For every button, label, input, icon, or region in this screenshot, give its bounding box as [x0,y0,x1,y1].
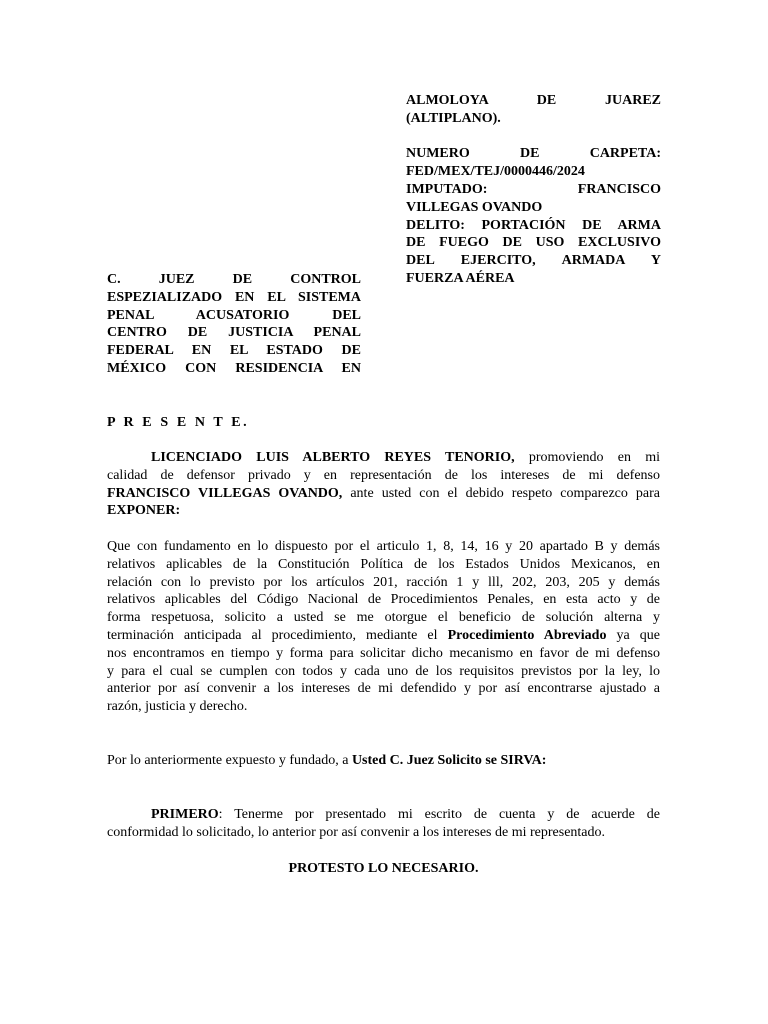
grounds-paragraph [107,538,660,716]
header-line: DELITO: PORTACIÓN DE ARMA [406,217,661,233]
header-line: (ALTIPLANO). [406,110,501,126]
header-line: VILLEGAS OVANDO [406,199,543,215]
addressee-line: CENTRO DE JUSTICIA PENAL [107,325,361,341]
paragraph-line: relativos aplicables del Código Nacional de Procedimientos Penales, en esta acto y de [107,592,660,608]
paragraph-line: relativos aplicables de la Constitución Política de los Estados Unidos Mexicanos, en [107,556,660,572]
case-header [406,92,661,288]
addressee-line: MÉXICO CON RESIDENCIA EN [107,360,361,376]
header-line: ALMOLOYA DE JUAREZ [406,93,661,108]
line-text: ya que [606,627,660,643]
header-line: DE FUEGO DE USO EXCLUSIVO [406,235,661,251]
paragraph-line: anterior por así convenir a los intereses de mi defendido y por así encontrarse ajustado a [107,681,660,697]
line-text: terminación anticipada al procedimiento, mediante el [107,627,448,643]
line-text: : Tenerme por presentado mi escrito de cuenta y de acuerde de [218,807,660,822]
request-phrase: Usted C. Juez Solicito se SIRVA: [351,753,547,768]
line-text: Por lo anteriormente expuesto y fundado, a [107,753,352,768]
header-line: IMPUTADO: FRANCISCO [406,181,661,197]
addressee-line: FEDERAL EN EL ESTADO DE [107,343,361,359]
spacer [406,128,661,146]
intro-paragraph [107,449,660,520]
petition-number: PRIMERO [151,807,219,822]
defendant-name: FRANCISCO VILLEGAS OVANDO, [107,485,343,501]
exponer-label: EXPONER: [107,503,181,519]
paragraph-line: y para el cual se cumplen con todos y cada uno de los requisitos previstos por la ley, lo [107,663,660,679]
closing-protest: PROTESTO LO NECESARIO. [288,861,479,876]
addressee-block [107,271,361,378]
salutation: P R E S E N T E. [107,415,250,430]
line-text: ante usted con el debido respeto comparezco para [342,485,660,501]
lawyer-name: LICENCIADO LUIS ALBERTO REYES TENORIO, [151,450,515,465]
paragraph-line: conformidad lo solicitado, lo anterior por así convenir a los intereses de mi representado. [107,824,606,840]
header-line: FUERZA AÉREA [406,270,515,286]
paragraph-line: forma respetuosa, solicito a usted se me otorgue el beneficio de solución alterna y [107,610,660,626]
line-text: promoviendo en mi [514,450,660,465]
header-line: DEL EJERCITO, ARMADA Y [406,253,661,269]
paragraph-line: relación con lo previsto por los artículos 201, racción 1 y lll, 202, 203, 205 y demás [107,574,660,590]
paragraph-line [107,627,660,645]
paragraph-line: razón, justicia y derecho. [107,699,248,715]
paragraph-line: calidad de defensor privado y en representación de los intereses de mi defenso [107,467,660,483]
paragraph-line [107,806,660,824]
paragraph-line [107,485,660,503]
procedure-name: Procedimiento Abreviado [447,627,607,643]
addressee-line: ESPEZIALIZADO EN EL SISTEMA [107,289,361,305]
paragraph-line: nos encontramos en tiempo y forma para solicitar dicho mecanismo en favor de mi defenso [107,645,660,661]
paragraph-line [107,449,660,467]
paragraph-line: Que con fundamento en lo dispuesto por el articulo 1, 8, 14, 16 y 20 apartado B y demás [107,539,660,554]
request-paragraph [107,752,660,770]
header-line: NUMERO DE CARPETA: [406,146,661,162]
paragraph-line [107,752,660,770]
addressee-line: C. JUEZ DE CONTROL [107,272,361,287]
header-line: FED/MEX/TEJ/0000446/2024 [406,164,585,180]
addressee-line: PENAL ACUSATORIO DEL [107,307,361,323]
petition-paragraph [107,806,660,842]
